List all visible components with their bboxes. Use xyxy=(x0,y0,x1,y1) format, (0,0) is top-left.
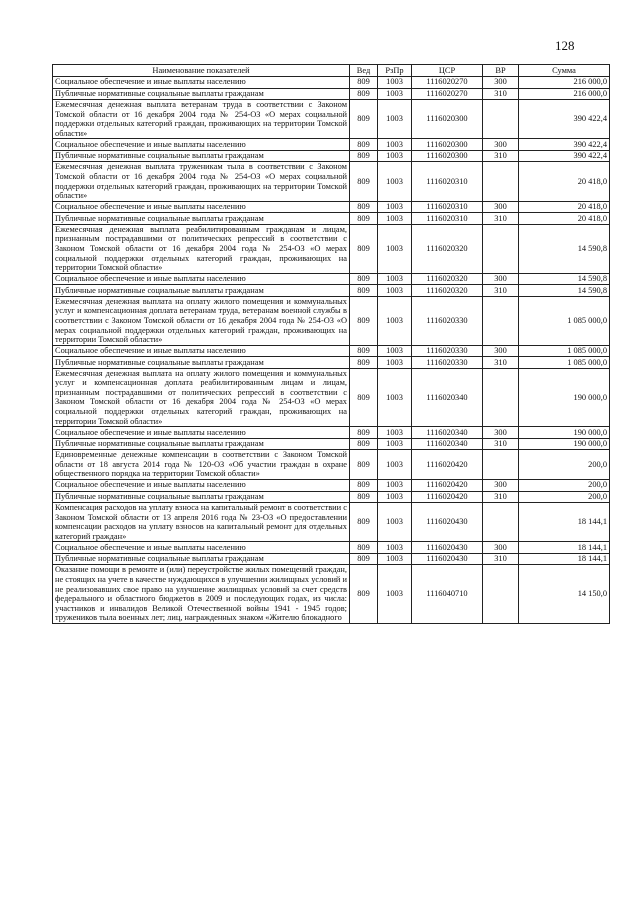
cell-vr: 300 xyxy=(483,273,519,285)
cell-sum: 190 000,0 xyxy=(519,368,610,427)
cell-sum: 200,0 xyxy=(519,480,610,492)
cell-rzpr: 1003 xyxy=(378,480,412,492)
table-row xyxy=(53,273,610,285)
cell-csr: 1116020270 xyxy=(412,77,483,89)
cell-name: Публичные нормативные социальные выплаты гражданам xyxy=(53,88,350,100)
cell-rzpr: 1003 xyxy=(378,503,412,542)
cell-name: Публичные нормативные социальные выплаты гражданам xyxy=(53,213,350,225)
table-row xyxy=(53,162,610,201)
cell-csr: 1116020340 xyxy=(412,368,483,427)
cell-rzpr: 1003 xyxy=(378,427,412,439)
cell-ved: 809 xyxy=(350,345,378,357)
table-row xyxy=(53,100,610,139)
cell-ved: 809 xyxy=(350,357,378,369)
cell-ved: 809 xyxy=(350,150,378,162)
table-row xyxy=(53,427,610,439)
table-row xyxy=(53,450,610,480)
cell-csr: 1116020300 xyxy=(412,100,483,139)
cell-rzpr: 1003 xyxy=(378,77,412,89)
cell-sum: 14 150,0 xyxy=(519,565,610,624)
cell-rzpr: 1003 xyxy=(378,224,412,273)
cell-name: Ежемесячная денежная выплата ветеранам труда в соответствии с Законом Томской области от 16 декабря 2004 года № 254-ОЗ «О мерах социальной поддержки отдельных категорий граждан, проживающих на территории Томской области» xyxy=(53,100,350,139)
cell-rzpr: 1003 xyxy=(378,357,412,369)
cell-rzpr: 1003 xyxy=(378,345,412,357)
table-row xyxy=(53,542,610,554)
cell-ved: 809 xyxy=(350,224,378,273)
cell-csr: 1116020270 xyxy=(412,88,483,100)
cell-name: Публичные нормативные социальные выплаты гражданам xyxy=(53,553,350,565)
cell-sum: 14 590,8 xyxy=(519,273,610,285)
cell-vr: 300 xyxy=(483,345,519,357)
cell-name: Ежемесячная денежная выплата на оплату жилого помещения и коммунальных услуг и компенсационная доплата ветеранам труда, ветеранам военной службы в соответствии с Законом Томской области от 16 декабря 2004 года № 254-ОЗ «О мерах социальной поддержки отдельных категорий граждан, проживающих на территории Томской области» xyxy=(53,296,350,345)
cell-csr: 1116020430 xyxy=(412,553,483,565)
cell-sum: 216 000,0 xyxy=(519,77,610,89)
cell-csr: 1116020330 xyxy=(412,345,483,357)
cell-name: Ежемесячная денежная выплата труженикам тыла в соответствии с Законом Томской области от 16 декабря 2004 года № 254-ОЗ «О мерах социальной поддержки отдельных категорий граждан, проживающих на территории Томской области» xyxy=(53,162,350,201)
cell-csr: 1116020310 xyxy=(412,201,483,213)
cell-name: Социальное обеспечение и иные выплаты населению xyxy=(53,201,350,213)
cell-ved: 809 xyxy=(350,565,378,624)
cell-name: Компенсация расходов на уплату взноса на капитальный ремонт в соответствии с Законом Томской области от 13 апреля 2016 года № 23-ОЗ «О предоставлении компенсации расходов на уплату взносов на капитальный ремонт для отдельных категорий граждан» xyxy=(53,503,350,542)
cell-ved: 809 xyxy=(350,139,378,151)
table-row xyxy=(53,139,610,151)
table-row xyxy=(53,285,610,297)
cell-rzpr: 1003 xyxy=(378,565,412,624)
header-rzpr: РзПр xyxy=(378,65,412,77)
table-row xyxy=(53,296,610,345)
cell-vr: 300 xyxy=(483,77,519,89)
cell-vr: 310 xyxy=(483,553,519,565)
cell-csr: 1116020320 xyxy=(412,285,483,297)
table-row xyxy=(53,480,610,492)
budget-table xyxy=(52,64,610,624)
cell-vr: 310 xyxy=(483,150,519,162)
cell-rzpr: 1003 xyxy=(378,450,412,480)
cell-csr: 1116020340 xyxy=(412,427,483,439)
cell-csr: 1116020310 xyxy=(412,213,483,225)
cell-ved: 809 xyxy=(350,201,378,213)
table-row xyxy=(53,553,610,565)
cell-vr: 300 xyxy=(483,201,519,213)
table-row xyxy=(53,150,610,162)
cell-sum: 390 422,4 xyxy=(519,150,610,162)
header-ved: Вед xyxy=(350,65,378,77)
cell-csr: 1116020420 xyxy=(412,450,483,480)
cell-vr: 310 xyxy=(483,285,519,297)
cell-sum: 20 418,0 xyxy=(519,201,610,213)
cell-sum: 1 085 000,0 xyxy=(519,357,610,369)
table-row xyxy=(53,503,610,542)
cell-rzpr: 1003 xyxy=(378,438,412,450)
table-header xyxy=(53,65,610,77)
header-name: Наименование показателей xyxy=(53,65,350,77)
cell-sum: 20 418,0 xyxy=(519,162,610,201)
cell-ved: 809 xyxy=(350,542,378,554)
cell-sum: 190 000,0 xyxy=(519,427,610,439)
cell-ved: 809 xyxy=(350,491,378,503)
cell-vr xyxy=(483,162,519,201)
cell-sum: 216 000,0 xyxy=(519,88,610,100)
cell-name: Единовременные денежные компенсации в соответствии с Законом Томской области от 18 августа 2014 года № 120-ОЗ «Об участии граждан в охране общественного порядка на территории Томской области» xyxy=(53,450,350,480)
cell-name: Публичные нормативные социальные выплаты гражданам xyxy=(53,285,350,297)
table-row xyxy=(53,491,610,503)
cell-name: Социальное обеспечение и иные выплаты населению xyxy=(53,480,350,492)
cell-name: Социальное обеспечение и иные выплаты населению xyxy=(53,273,350,285)
cell-name: Публичные нормативные социальные выплаты гражданам xyxy=(53,438,350,450)
table-row xyxy=(53,357,610,369)
cell-name: Публичные нормативные социальные выплаты гражданам xyxy=(53,150,350,162)
cell-rzpr: 1003 xyxy=(378,553,412,565)
cell-csr: 1116020430 xyxy=(412,503,483,542)
cell-ved: 809 xyxy=(350,285,378,297)
cell-csr: 1116020320 xyxy=(412,273,483,285)
cell-vr: 310 xyxy=(483,438,519,450)
cell-sum: 20 418,0 xyxy=(519,213,610,225)
cell-csr: 1116020330 xyxy=(412,296,483,345)
cell-name: Социальное обеспечение и иные выплаты населению xyxy=(53,542,350,554)
cell-csr: 1116020300 xyxy=(412,150,483,162)
cell-vr: 300 xyxy=(483,139,519,151)
cell-name: Социальное обеспечение и иные выплаты населению xyxy=(53,345,350,357)
cell-rzpr: 1003 xyxy=(378,273,412,285)
cell-rzpr: 1003 xyxy=(378,100,412,139)
cell-ved: 809 xyxy=(350,273,378,285)
table-row xyxy=(53,565,610,624)
table-row xyxy=(53,201,610,213)
cell-vr: 310 xyxy=(483,357,519,369)
cell-rzpr: 1003 xyxy=(378,88,412,100)
table-row xyxy=(53,224,610,273)
cell-csr: 1116020420 xyxy=(412,491,483,503)
cell-ved: 809 xyxy=(350,503,378,542)
cell-vr: 310 xyxy=(483,88,519,100)
cell-csr: 1116020430 xyxy=(412,542,483,554)
cell-name: Ежемесячная денежная выплата на оплату жилого помещения и коммунальных услуг и компенсационная доплата реабилитированным лицам и лицам, признанным пострадавшими от политических репрессий в соответствии с Законом Томской области от 16 декабря 2004 года № 254-ОЗ «О мерах социальной поддержки отдельных категорий граждан, проживающих на территории Томской области» xyxy=(53,368,350,427)
cell-sum: 200,0 xyxy=(519,491,610,503)
table-row xyxy=(53,368,610,427)
page-number: 128 xyxy=(555,38,575,53)
cell-rzpr: 1003 xyxy=(378,285,412,297)
cell-name: Оказание помощи в ремонте и (или) переустройстве жилых помещений граждан, не стоящих на учете в качестве нуждающихся в улучшении жилищных условий и не реализовавших свое право на улучшение жилищных условий за счет средств федерального и областного бюджетов в 2009 и последующих годах, из числа: участников и инвалидов Великой Отечественной войны 1941 - 1945 годов; тружеников тыла военных лет; лиц, награжденных знаком «Жителю блокадного xyxy=(53,565,350,624)
cell-sum: 390 422,4 xyxy=(519,139,610,151)
table-body xyxy=(53,77,610,624)
table-row xyxy=(53,213,610,225)
cell-sum: 14 590,8 xyxy=(519,224,610,273)
cell-vr xyxy=(483,565,519,624)
cell-rzpr: 1003 xyxy=(378,162,412,201)
cell-csr: 1116020320 xyxy=(412,224,483,273)
cell-vr xyxy=(483,224,519,273)
cell-vr xyxy=(483,100,519,139)
table-row xyxy=(53,438,610,450)
cell-rzpr: 1003 xyxy=(378,213,412,225)
cell-name: Публичные нормативные социальные выплаты гражданам xyxy=(53,357,350,369)
cell-sum: 18 144,1 xyxy=(519,553,610,565)
cell-ved: 809 xyxy=(350,213,378,225)
cell-name: Социальное обеспечение и иные выплаты населению xyxy=(53,77,350,89)
cell-csr: 1116020330 xyxy=(412,357,483,369)
cell-vr: 300 xyxy=(483,542,519,554)
cell-rzpr: 1003 xyxy=(378,491,412,503)
cell-vr: 300 xyxy=(483,427,519,439)
cell-sum: 1 085 000,0 xyxy=(519,345,610,357)
cell-ved: 809 xyxy=(350,450,378,480)
cell-vr: 300 xyxy=(483,480,519,492)
cell-sum: 14 590,8 xyxy=(519,285,610,297)
table-row xyxy=(53,88,610,100)
cell-rzpr: 1003 xyxy=(378,368,412,427)
header-sum: Сумма xyxy=(519,65,610,77)
cell-rzpr: 1003 xyxy=(378,150,412,162)
cell-vr xyxy=(483,503,519,542)
cell-name: Ежемесячная денежная выплата реабилитированным гражданам и лицам, признанным пострадавшими от политических репрессий в соответствии с Законом Томской области от 16 декабря 2004 года № 254-ОЗ «О мерах социальной поддержки отдельных категорий граждан, проживающих на территории Томской области» xyxy=(53,224,350,273)
cell-name: Публичные нормативные социальные выплаты гражданам xyxy=(53,491,350,503)
cell-vr: 310 xyxy=(483,213,519,225)
cell-csr: 1116040710 xyxy=(412,565,483,624)
cell-csr: 1116020310 xyxy=(412,162,483,201)
cell-sum: 1 085 000,0 xyxy=(519,296,610,345)
cell-rzpr: 1003 xyxy=(378,542,412,554)
cell-ved: 809 xyxy=(350,368,378,427)
cell-ved: 809 xyxy=(350,77,378,89)
cell-ved: 809 xyxy=(350,88,378,100)
cell-vr: 310 xyxy=(483,491,519,503)
cell-ved: 809 xyxy=(350,480,378,492)
cell-ved: 809 xyxy=(350,296,378,345)
cell-ved: 809 xyxy=(350,162,378,201)
cell-sum: 18 144,1 xyxy=(519,503,610,542)
cell-sum: 200,0 xyxy=(519,450,610,480)
cell-name: Социальное обеспечение и иные выплаты населению xyxy=(53,427,350,439)
cell-ved: 809 xyxy=(350,100,378,139)
cell-ved: 809 xyxy=(350,438,378,450)
header-csr: ЦСР xyxy=(412,65,483,77)
cell-csr: 1116020340 xyxy=(412,438,483,450)
table-row xyxy=(53,77,610,89)
cell-rzpr: 1003 xyxy=(378,201,412,213)
table-row xyxy=(53,345,610,357)
cell-csr: 1116020300 xyxy=(412,139,483,151)
cell-rzpr: 1003 xyxy=(378,296,412,345)
cell-sum: 390 422,4 xyxy=(519,100,610,139)
cell-sum: 18 144,1 xyxy=(519,542,610,554)
cell-ved: 809 xyxy=(350,427,378,439)
cell-vr xyxy=(483,296,519,345)
cell-sum: 190 000,0 xyxy=(519,438,610,450)
header-vr: ВР xyxy=(483,65,519,77)
cell-csr: 1116020420 xyxy=(412,480,483,492)
cell-vr xyxy=(483,450,519,480)
cell-ved: 809 xyxy=(350,553,378,565)
cell-vr xyxy=(483,368,519,427)
cell-rzpr: 1003 xyxy=(378,139,412,151)
cell-name: Социальное обеспечение и иные выплаты населению xyxy=(53,139,350,151)
